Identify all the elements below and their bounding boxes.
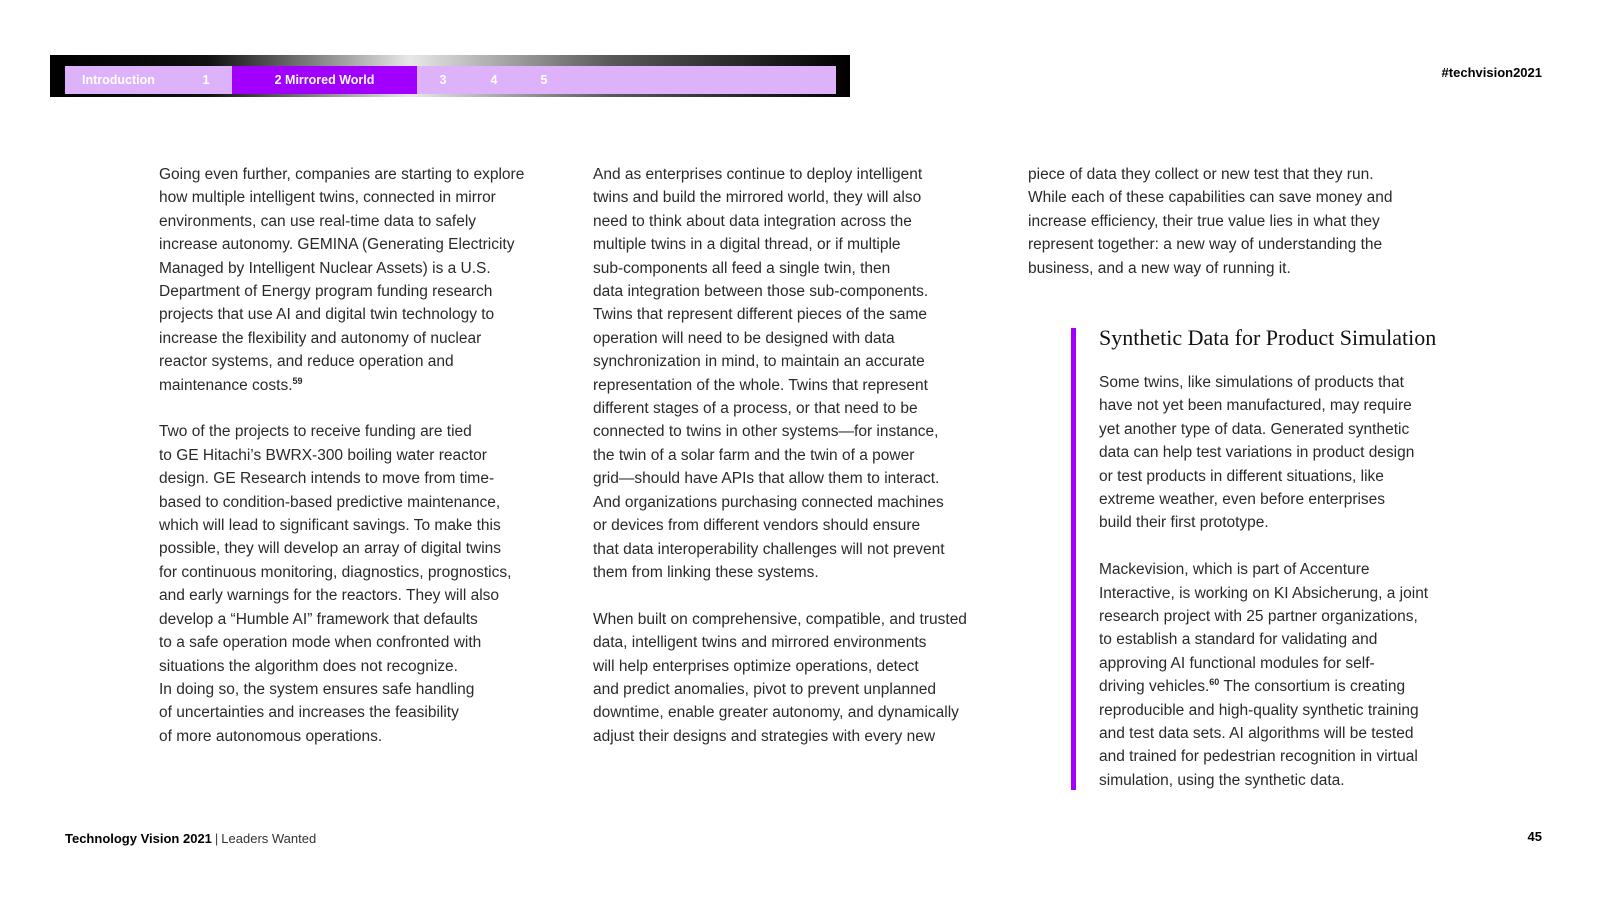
body-column-3 bbox=[1028, 163, 1438, 303]
footer-brand: Technology Vision 2021 bbox=[65, 831, 212, 846]
top-navigation bbox=[50, 55, 850, 97]
sidebar-callout bbox=[1071, 325, 1491, 790]
paragraph: piece of data they collect or new test that they run. While each of these capabilities can save money and increase efficiency, their true value lies in what they represent together: a new way of understanding the business, and a new way of running it. bbox=[1028, 166, 1393, 277]
sidebar-title: Synthetic Data for Product Simulation bbox=[1099, 325, 1437, 350]
sidebar-paragraph-text: The consortium is creating reproducible and high-quality synthetic training and test data sets. AI algorithms will be tested and trained for pedestrian recognition in virtual simulation, using the synthetic data. bbox=[1099, 678, 1419, 789]
body-column-2 bbox=[593, 163, 1003, 772]
nav-tab-3[interactable]: 3 bbox=[439, 73, 447, 87]
page-number: 45 bbox=[1527, 829, 1542, 844]
nav-tab-introduction[interactable]: Introduction bbox=[82, 73, 155, 87]
footer-separator: | bbox=[214, 831, 219, 846]
nav-tabs bbox=[65, 66, 836, 94]
nav-tab-mirrored-world[interactable]: 2 Mirrored World bbox=[232, 66, 417, 94]
hashtag: #techvision2021 bbox=[1441, 65, 1542, 80]
footnote-ref[interactable]: 60 bbox=[1209, 677, 1220, 688]
footer bbox=[65, 831, 316, 846]
paragraph bbox=[159, 163, 559, 397]
paragraph: Two of the projects to receive funding are tied to GE Hitachi’s BWRX-300 boiling water reactor design. GE Research intends to move from time- based to condition-based predictive maintenance, which will lead to significant savings. To make this possible, they will develop an array of digital twins for continuous monitoring, diagnostics, prognostics, and early warnings for the reactors. They will also develop a “Humble AI” framework that defaults to a safe operation mode when confronted with situations the algorithm does not recognize. In doing so, the system ensures safe handling of uncertainties and increases the feasibility of more autonomous operations. bbox=[159, 423, 512, 745]
paragraph: And as enterprises continue to deploy intelligent twins and build the mirrored world, they will also need to think about data integration across the multiple twins in a digital thread, or if multiple sub-components all feed a single twin, then data integration between those sub-components. Twins that represent different pieces of the same operation will need to be designed with data synchronization in mind, to maintain an accurate representation of the whole. Twins that represent different stages of a process, or that need to be connected to twins in other systems—for instance, the twin of a solar farm and the twin of a power grid—should have APIs that allow them to interact. And organizations purchasing connected machines or devices from different vendors should ensure that data interoperability challenges will not prevent them from linking these systems. bbox=[593, 166, 945, 581]
nav-tab-4[interactable]: 4 bbox=[490, 73, 498, 87]
sidebar-paragraph: Some twins, like simulations of products that have not yet been manufactured, may require yet another type of data. Generated synthetic data can help test variations in product design or test products in different situations, like extreme weather, even before enterprises build their first prototype. bbox=[1099, 374, 1415, 532]
paragraph-text: Going even further, companies are starting to explore how multiple intelligent twins, connected in mirror environments, can use real-time data to safely increase autonomy. GEMINA (Generating Electricity Managed by Intelligent Nuclear Assets) is a U.S. Department of Energy program funding research projects that use AI and digital twin technology to increase the flexibility and autonomy of nuclear reactor systems, and reduce operation and maintenance costs. bbox=[159, 166, 525, 394]
paragraph: When built on comprehensive, compatible, and trusted data, intelligent twins and mirrored environments will help enterprises optimize operations, detect and predict anomalies, pivot to prevent unplanned downtime, enable greater autonomy, and dynamically adjust their designs and strategies with every new bbox=[593, 610, 967, 745]
sidebar-paragraph-text: Mackevision, which is part of Accenture Interactive, is working on KI Absicherung, a joint research project with 25 partner organizations, to establish a standard for validating and approving AI functional modules for self- driving vehicles. bbox=[1099, 561, 1429, 696]
sidebar-paragraph bbox=[1099, 558, 1491, 792]
footnote-ref[interactable]: 59 bbox=[292, 375, 303, 386]
body-column-1 bbox=[159, 163, 559, 772]
footer-tagline: Leaders Wanted bbox=[221, 831, 317, 846]
nav-tab-1[interactable]: 1 bbox=[202, 73, 210, 87]
nav-tab-5[interactable]: 5 bbox=[540, 73, 548, 87]
